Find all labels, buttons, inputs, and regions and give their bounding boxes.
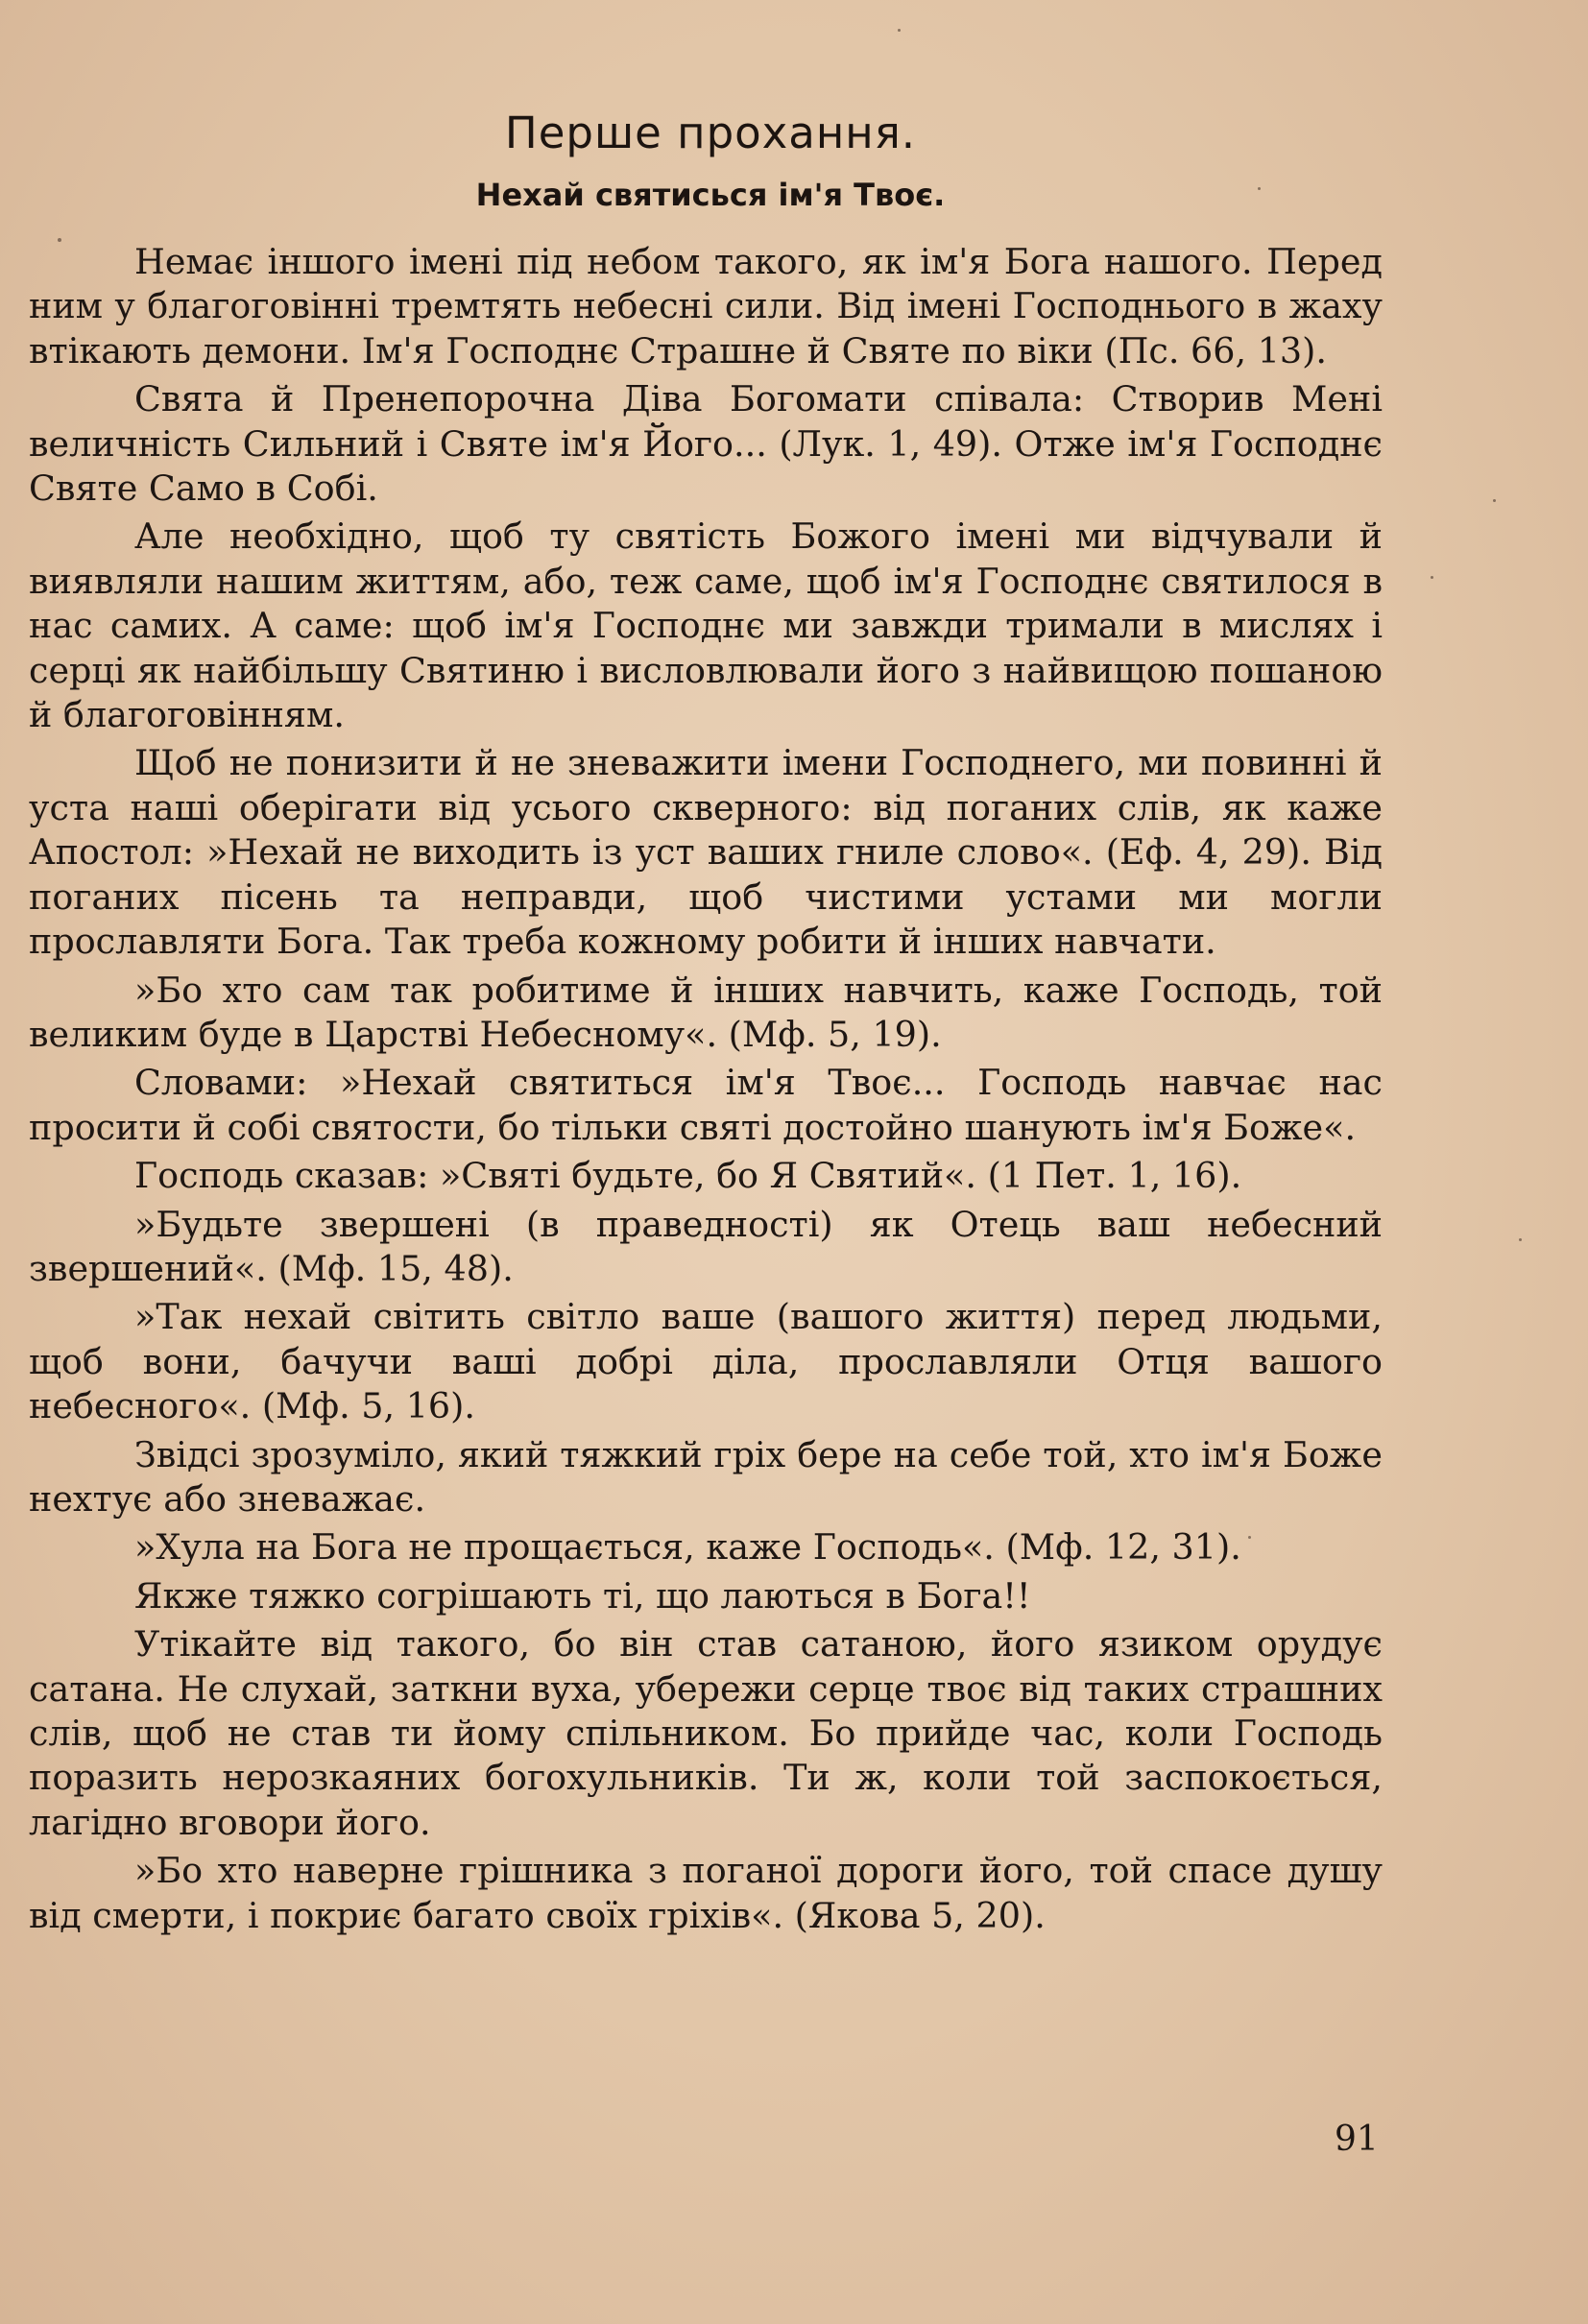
paragraph: »Так нехай світить світло ваше (вашого життя) перед людьми, щоб вони, бачучи ваші добрі діла, прославляли Отця вашого небесного«. (Мф. 5, 16). xyxy=(29,1296,1383,1427)
ink-speck xyxy=(1493,499,1496,502)
page-subtitle: Нехай святисься ім'я Твоє. xyxy=(475,177,946,213)
paragraph: »Будьте звершені (в праведності) як Отець ваш небесний звершений«. (Мф. 15, 48). xyxy=(29,1203,1383,1289)
paragraph: Словами: »Нехай святиться ім'я Твоє... Господь навчає нас просити й собі святости, бо тільки святі достойно шанують ім'я Боже«. xyxy=(29,1062,1383,1148)
paragraph: »Бо хто наверне грішника з поганої дороги його, той спасе душу від смерти, і покриє багато своїх гріхів«. (Якова 5, 20). xyxy=(29,1850,1383,1936)
paragraph: Якже тяжко согрішають ті, що лаються в Бога!! xyxy=(134,1574,1031,1617)
paragraph: Немає іншого імені під небом такого, як ім'я Бога нашого. Перед ним у благоговінні тремтять небесні сили. Від імені Господнього в жаху втікають демони. Ім'я Господнє Страшне й Святе по віки (Пс. 66, 13). xyxy=(29,241,1383,371)
paragraph: Щоб не понизити й не зневажити імени Господнего, ми повинні й уста наші оберігати від усього скверного: від поганих слів, як каже Апостол: »Нехай не виходить із уст ваших гниле слово«. (Еф. 4, 29). Від поганих пісень та неправди, щоб чистими устами ми могли прославляти Бога. Так треба кожному робити й інших навчати. xyxy=(29,742,1383,963)
paragraph: Звідсі зрозуміло, який тяжкий гріх бере на себе той, хто ім'я Боже нехтує або зневажає. xyxy=(29,1433,1383,1520)
paragraph: »Хула на Бога не прощається, каже Господь«. (Мф. 12, 31). xyxy=(134,1526,1241,1569)
paragraph: »Бо хто сам так робитиме й інших навчить, каже Господь, той великим буде в Царстві Небесному«. (Мф. 5, 19). xyxy=(29,969,1383,1055)
body-text xyxy=(29,240,1383,1942)
page-number: 91 xyxy=(1335,2120,1379,2159)
page-title: Перше прохання. xyxy=(504,108,917,158)
ink-speck xyxy=(898,29,901,32)
ink-speck xyxy=(1519,1238,1522,1241)
paragraph: Але необхідно, щоб ту святість Божого імені ми відчували й виявляли нашим життям, або, теж саме, щоб ім'я Господнє святилося в нас самих. А саме: щоб ім'я Господнє ми завжди тримали в мислях і серці як найбільшу Святиню і висловлювали його з найвищою пошаною й благоговінням. xyxy=(29,515,1383,736)
paragraph: Свята й Пренепорочна Діва Богомати співала: Створив Мені величність Сильний і Святе ім'я Його... (Лук. 1, 49). Отже ім'я Господнє Святе Само в Собі. xyxy=(29,378,1383,510)
paragraph: Утікайте від такого, бо він став сатаною, його язиком орудує сатана. Не слухай, заткни вуха, убережи серце твоє від таких страшних слів, щоб не став ти йому спільником. Бо прийде час, коли Господь поразить нерозкаяних богохульників. Ти ж, коли той заспокоється, лагідно вговори його. xyxy=(29,1623,1383,1843)
paragraph: Господь сказав: »Святі будьте, бо Я Святий«. (1 Пет. 1, 16). xyxy=(134,1155,1242,1197)
ink-speck xyxy=(1431,576,1433,579)
